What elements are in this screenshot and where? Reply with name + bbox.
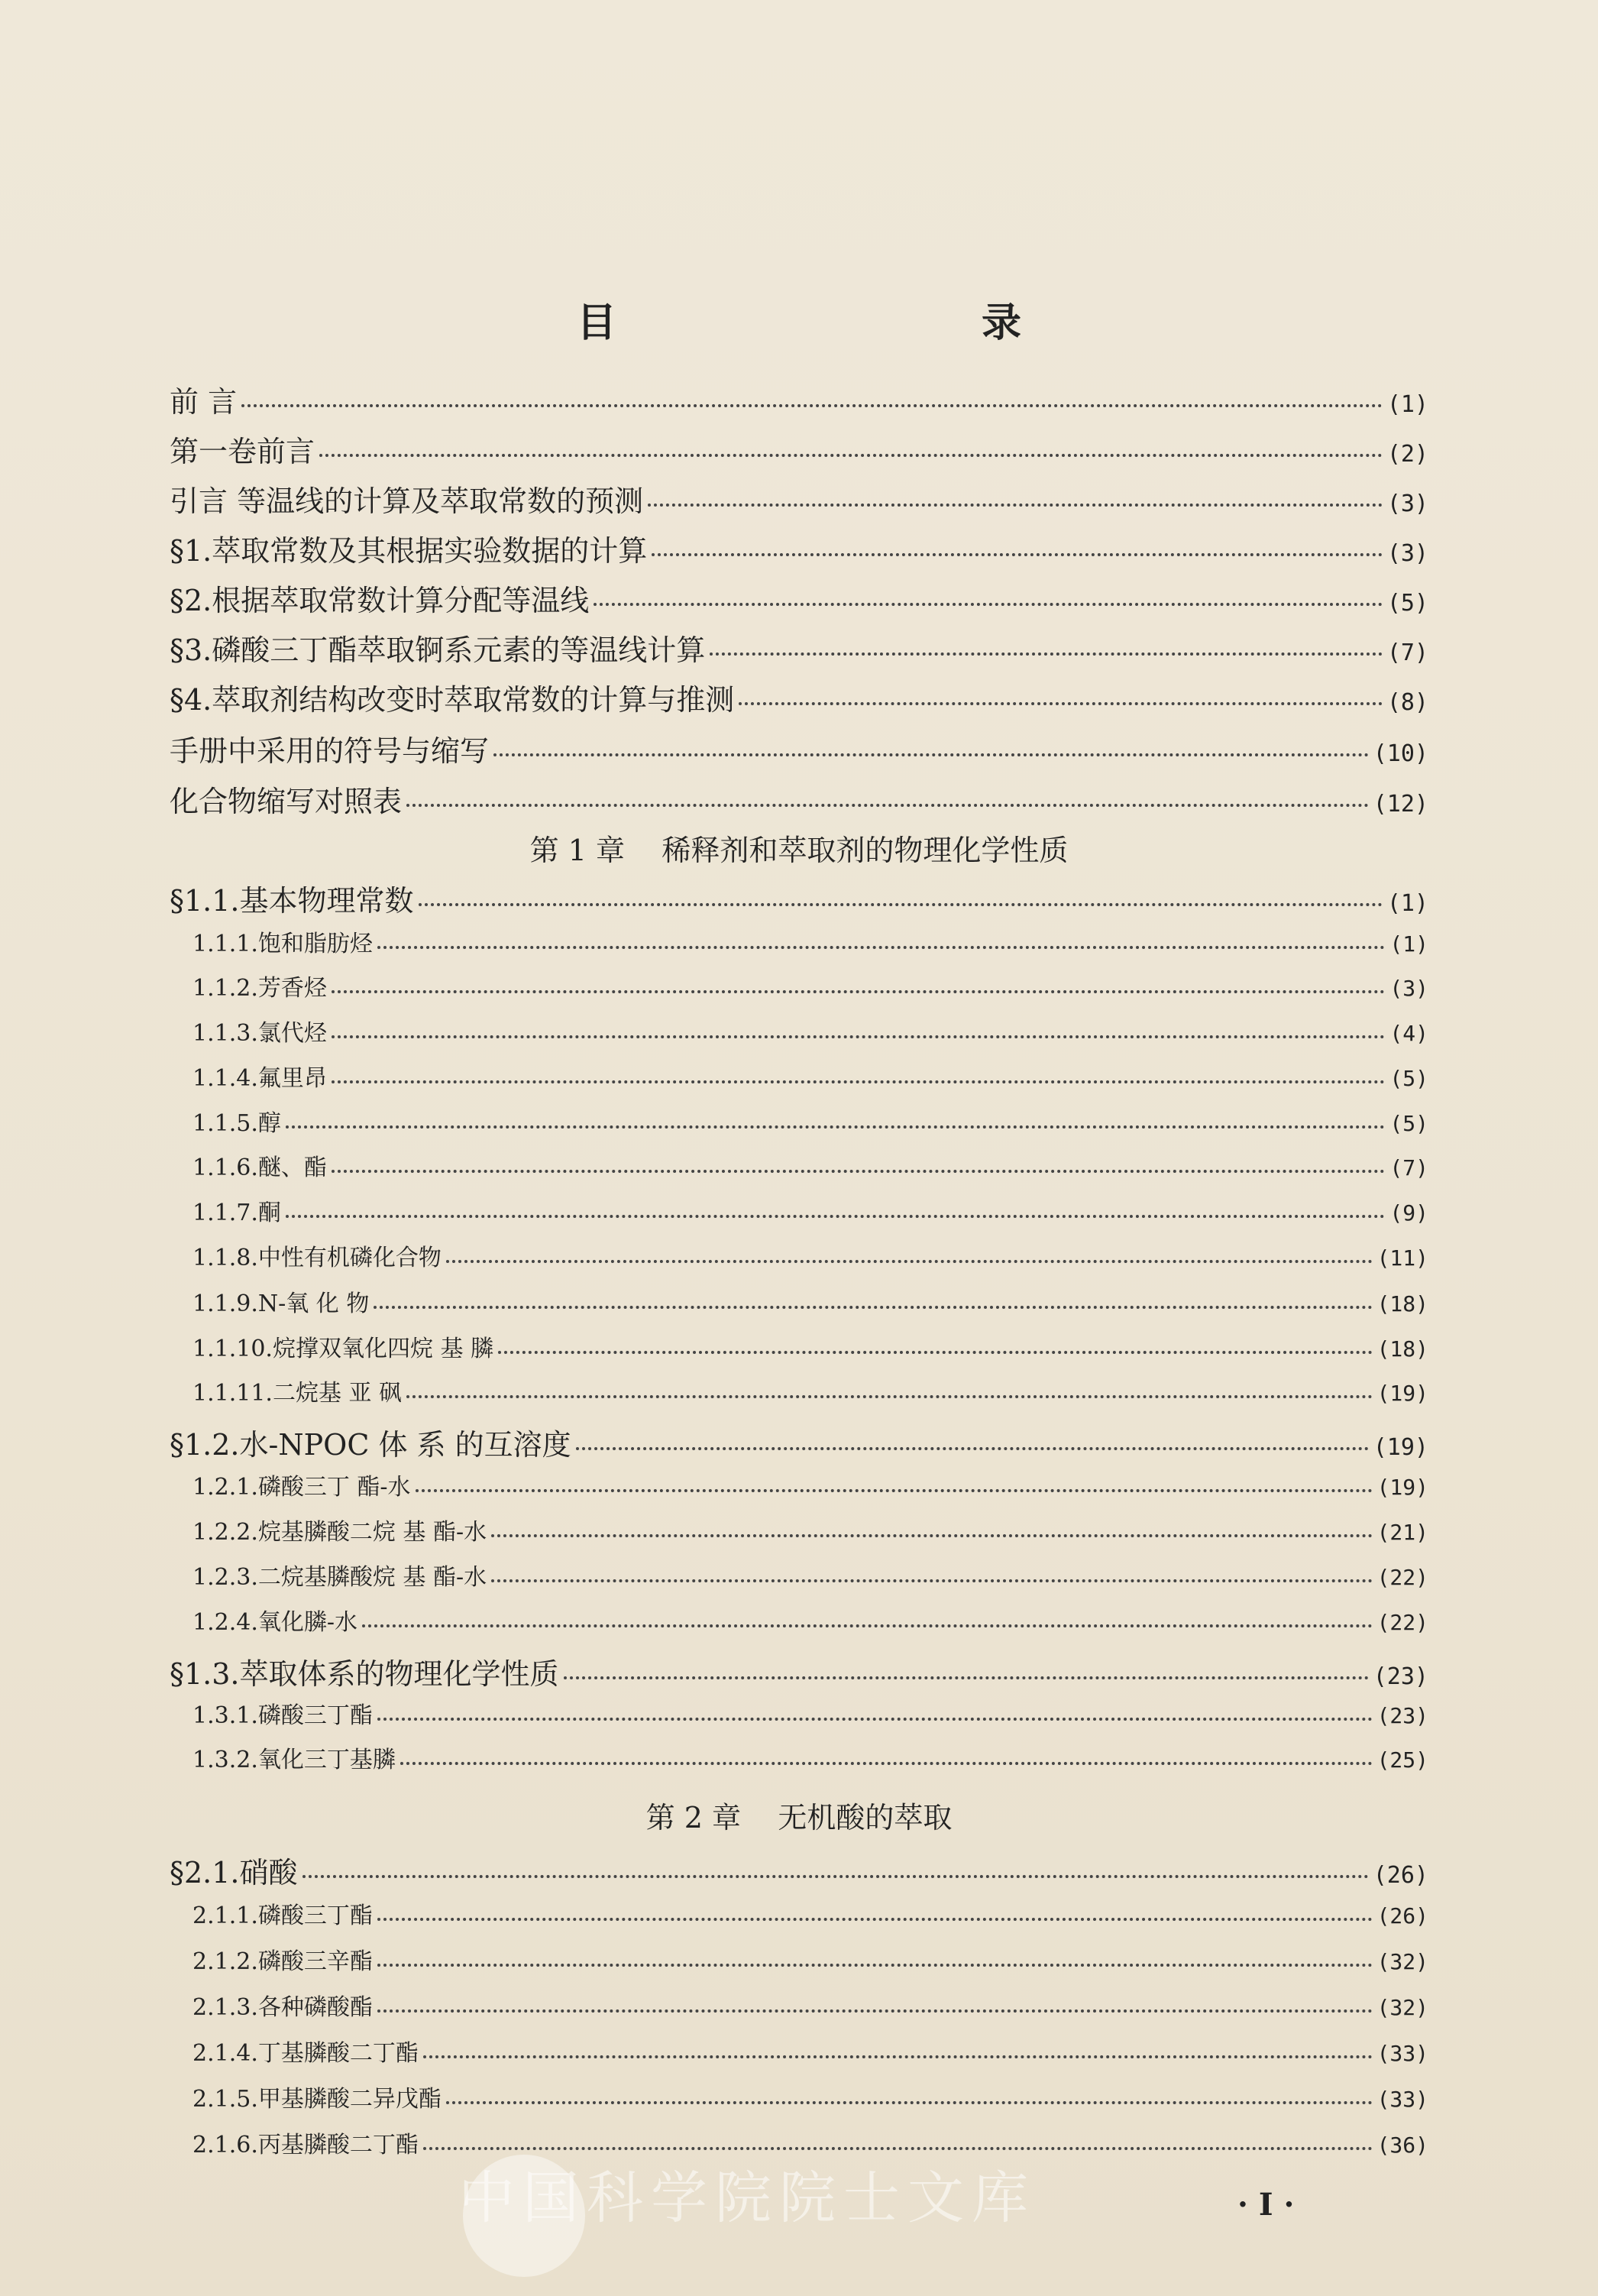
toc-entry-title: 引言 等温线的计算及萃取常数的预测 xyxy=(170,484,644,518)
toc-entry-page: (3) xyxy=(1386,491,1428,517)
toc-entry-page: (21) xyxy=(1376,1520,1428,1545)
dot-leader xyxy=(564,1676,1369,1679)
chapter-heading: 第 1 章 稀释剂和萃取剂的物理化学性质 xyxy=(529,834,1069,867)
dot-leader xyxy=(400,1762,1373,1765)
toc-entry-title: 1.2.1.磷酸三丁 酯-水 xyxy=(192,1474,411,1501)
dot-leader xyxy=(498,1351,1373,1354)
toc-entry-title: §1.3.萃取体系的物理化学性质 xyxy=(170,1657,559,1691)
toc-entry-page: (7) xyxy=(1386,640,1428,666)
dot-leader xyxy=(648,504,1383,507)
toc-entry-title: 第一卷前言 xyxy=(170,435,315,468)
toc-entry-page: (2) xyxy=(1386,441,1428,468)
toc-entry xyxy=(192,1374,1428,1407)
toc-entry-page: (19) xyxy=(1376,1381,1428,1406)
toc-entry xyxy=(192,1988,1428,2022)
toc-entry-page: (18) xyxy=(1376,1291,1428,1316)
toc-entry-title: 1.2.3.二烷基膦酸烷 基 酯-水 xyxy=(192,1564,487,1591)
toc-entry-title: §2.1.硝酸 xyxy=(170,1856,298,1890)
dot-leader xyxy=(576,1447,1369,1450)
toc-entry-page: (26) xyxy=(1376,1903,1428,1928)
toc-entry-page: (1) xyxy=(1389,931,1428,957)
dot-leader xyxy=(377,946,1386,949)
toc-entry-page: (1) xyxy=(1386,391,1428,418)
toc-entry-title: 2.1.5.甲基膦酸二异戊酯 xyxy=(192,2086,442,2113)
toc-entry-page: (33) xyxy=(1376,2041,1428,2066)
toc-entry-title: 1.1.8.中性有机磷化合物 xyxy=(192,1245,442,1271)
toc-entry xyxy=(170,378,1428,420)
dot-leader xyxy=(491,1579,1372,1582)
toc-entry xyxy=(192,1558,1428,1592)
dot-leader xyxy=(332,1170,1386,1173)
toc-entry xyxy=(170,428,1428,470)
toc-entry-title: §3.磷酸三丁酯萃取锕系元素的等温线计算 xyxy=(170,633,706,667)
toc-entry-page: (22) xyxy=(1376,1610,1428,1635)
toc-entry xyxy=(192,1696,1428,1730)
toc-entry xyxy=(170,527,1428,569)
toc-entry xyxy=(192,1104,1428,1138)
toc-entry-title: 2.1.1.磷酸三丁酯 xyxy=(192,1903,373,1929)
toc-entry-page: (33) xyxy=(1376,2087,1428,2112)
dot-leader xyxy=(419,903,1383,906)
toc-entry-title: 1.1.2.芳香烃 xyxy=(192,975,327,1002)
dot-leader xyxy=(374,1306,1372,1309)
toc-entry xyxy=(170,1421,1428,1463)
toc-entry-title: §1.2.水-NPOC 体 系 的互溶度 xyxy=(170,1428,571,1462)
toc-entry xyxy=(192,1284,1428,1318)
toc-entry xyxy=(192,1468,1428,1501)
dot-leader xyxy=(377,1718,1373,1721)
toc-entry-title: 1.1.3.氯代烃 xyxy=(192,1020,327,1047)
dot-leader xyxy=(377,1918,1373,1921)
toc-entry xyxy=(192,969,1428,1002)
dot-leader xyxy=(416,1489,1373,1492)
dot-leader xyxy=(739,702,1383,705)
toc-entry-title: 2.1.3.各种磷酸酯 xyxy=(192,1994,373,2021)
toc-entry-title: 1.3.1.磷酸三丁酯 xyxy=(192,1702,373,1729)
dot-leader xyxy=(377,2009,1373,2013)
toc-entry xyxy=(170,1650,1428,1692)
toc-entry xyxy=(192,1193,1428,1227)
dot-leader xyxy=(594,603,1383,606)
toc-entry xyxy=(170,877,1428,919)
toc-entry xyxy=(192,1014,1428,1048)
dot-leader xyxy=(332,1080,1386,1083)
page-title: 目 录 xyxy=(576,300,1198,346)
toc-entry-page: (4) xyxy=(1389,1021,1428,1046)
chapter-heading: 第 2 章 无机酸的萃取 xyxy=(645,1801,953,1835)
toc-entry-title: 2.1.2.磷酸三辛酯 xyxy=(192,1948,373,1975)
toc-entry xyxy=(192,1329,1428,1363)
toc-entry-page: (22) xyxy=(1376,1565,1428,1590)
toc-entry xyxy=(192,1942,1428,1976)
toc-entry-title: 2.1.6.丙基膦酸二丁酯 xyxy=(192,2132,419,2158)
toc-entry xyxy=(192,1603,1428,1637)
toc-entry-title: 1.1.5.醇 xyxy=(192,1110,281,1137)
toc-entry xyxy=(170,577,1428,619)
toc-entry-page: (26) xyxy=(1373,1862,1428,1889)
toc-entry-title: §4.萃取剂结构改变时萃取常数的计算与推测 xyxy=(170,683,735,717)
watermark-text: 中国科学院院士文库 xyxy=(458,2165,1036,2231)
toc-entry-page: (3) xyxy=(1386,540,1428,567)
toc-entry xyxy=(192,925,1428,958)
dot-leader xyxy=(241,404,1383,407)
toc-entry-page: (36) xyxy=(1376,2132,1428,2158)
toc-entry xyxy=(192,1896,1428,1930)
dot-leader xyxy=(406,1395,1373,1398)
toc-entry-page: (19) xyxy=(1376,1475,1428,1500)
toc-entry-title: 2.1.4.丁基膦酸二丁酯 xyxy=(192,2040,419,2067)
dot-leader xyxy=(652,553,1383,556)
toc-entry xyxy=(170,727,1428,769)
dot-leader xyxy=(446,2101,1373,2104)
toc-entry xyxy=(170,627,1428,669)
toc-entry-title: 1.2.4.氧化膦-水 xyxy=(192,1609,358,1636)
toc-entry-title: §2.根据萃取常数计算分配等温线 xyxy=(170,584,590,617)
toc-entry xyxy=(170,778,1428,820)
toc-entry-page: (9) xyxy=(1389,1200,1428,1226)
toc-entry-title: 1.1.7.酮 xyxy=(192,1200,281,1226)
dot-leader xyxy=(332,1035,1386,1038)
dot-leader xyxy=(286,1215,1386,1218)
toc-entry-title: §1.1.基本物理常数 xyxy=(170,884,414,918)
page-number: · I · xyxy=(1237,2187,1295,2223)
toc-entry-page: (10) xyxy=(1373,740,1428,767)
toc-entry-page: (3) xyxy=(1389,976,1428,1001)
toc-entry-page: (18) xyxy=(1376,1336,1428,1362)
dot-leader xyxy=(493,753,1369,756)
toc-entry-title: 1.1.9.N-氧 化 物 xyxy=(192,1290,370,1317)
toc-entry-page: (8) xyxy=(1386,689,1428,716)
toc-entry-page: (5) xyxy=(1389,1111,1428,1136)
dot-leader xyxy=(446,1260,1373,1263)
toc-entry xyxy=(192,1741,1428,1774)
toc-entry-page: (25) xyxy=(1376,1747,1428,1773)
toc-entry xyxy=(170,1849,1428,1891)
dot-leader xyxy=(302,1875,1369,1878)
dot-leader xyxy=(710,653,1383,656)
toc-entry-page: (32) xyxy=(1376,1995,1428,2020)
toc-entry-title: 1.1.10.烷撑双氧化四烷 基 膦 xyxy=(192,1336,494,1362)
toc-entry xyxy=(170,676,1428,718)
dot-leader xyxy=(491,1534,1372,1537)
dot-leader xyxy=(423,2147,1373,2150)
toc-entry-page: (5) xyxy=(1386,590,1428,617)
toc-entry-title: 1.3.2.氧化三丁基膦 xyxy=(192,1747,396,1773)
dot-leader xyxy=(362,1624,1373,1627)
toc-entry-page: (19) xyxy=(1373,1434,1428,1461)
toc-entry-page: (1) xyxy=(1386,890,1428,917)
toc-entry xyxy=(192,1513,1428,1546)
toc-entry xyxy=(192,2034,1428,2068)
toc-entry-page: (12) xyxy=(1373,791,1428,818)
dot-leader xyxy=(332,990,1386,993)
toc-entry xyxy=(192,1148,1428,1182)
toc-entry-title: 手册中采用的符号与缩写 xyxy=(170,734,490,768)
toc-entry-title: 前 言 xyxy=(170,385,238,419)
toc-entry xyxy=(192,1239,1428,1272)
toc-entry-page: (23) xyxy=(1373,1663,1428,1690)
toc-entry-title: 化合物缩写对照表 xyxy=(170,785,403,818)
toc-entry-page: (23) xyxy=(1376,1703,1428,1728)
toc-entry-title: 1.1.11.二烷基 亚 砜 xyxy=(192,1380,403,1407)
dot-leader xyxy=(319,454,1383,457)
toc-entry-title: 1.1.1.饱和脂肪烃 xyxy=(192,931,373,957)
dot-leader xyxy=(423,2055,1373,2058)
toc-entry-page: (32) xyxy=(1376,1949,1428,1974)
toc-entry-page: (5) xyxy=(1389,1066,1428,1091)
toc-entry xyxy=(192,1059,1428,1093)
toc-entry-title: 1.1.4.氟里昂 xyxy=(192,1065,327,1092)
toc-entry-page: (11) xyxy=(1376,1245,1428,1271)
toc-entry-title: 1.1.6.醚、酯 xyxy=(192,1154,327,1181)
toc-entry-page: (7) xyxy=(1389,1155,1428,1180)
toc-entry xyxy=(192,2080,1428,2113)
toc-entry-title: §1.萃取常数及其根据实验数据的计算 xyxy=(170,534,648,568)
dot-leader xyxy=(406,804,1369,807)
toc-entry-title: 1.2.2.烷基膦酸二烷 基 酯-水 xyxy=(192,1519,487,1546)
toc-entry xyxy=(170,478,1428,520)
dot-leader xyxy=(286,1125,1386,1129)
dot-leader xyxy=(377,1964,1373,1967)
